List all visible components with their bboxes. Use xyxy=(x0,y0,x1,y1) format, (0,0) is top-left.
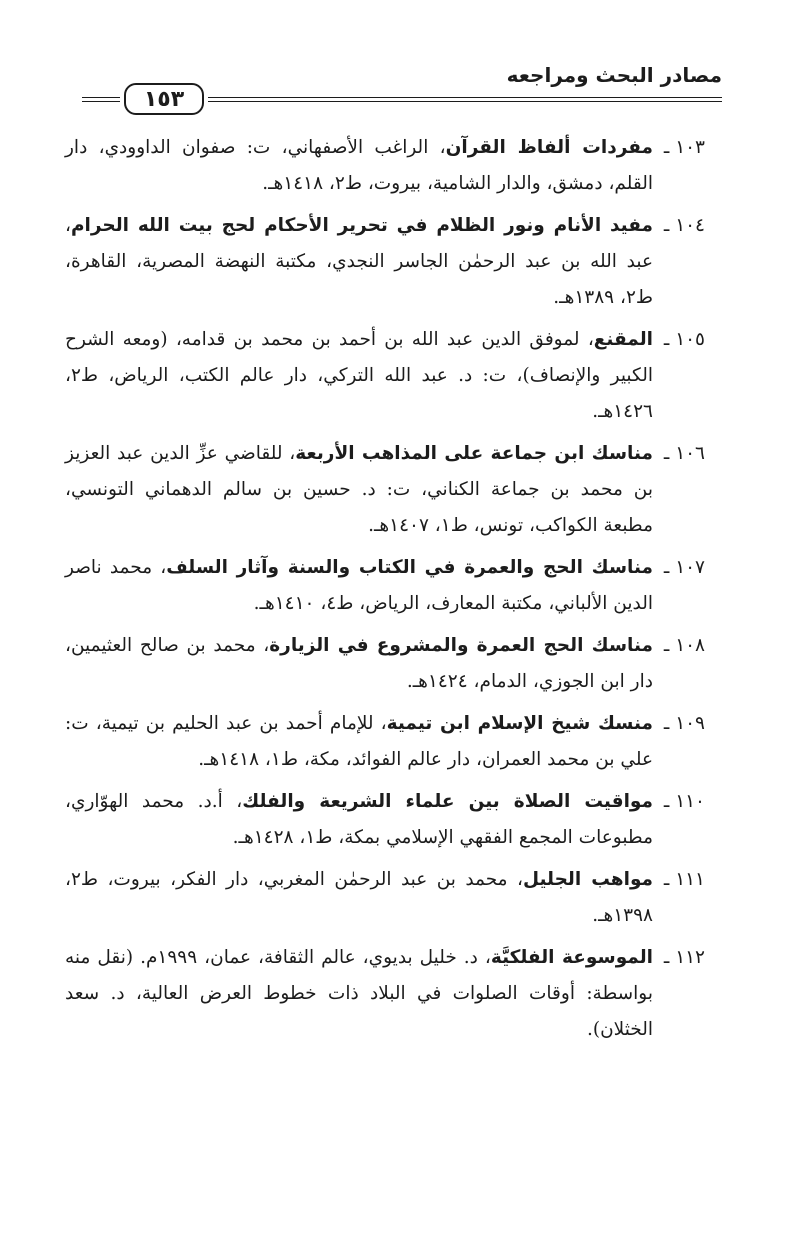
bibliography-entry xyxy=(65,550,705,622)
entry-details: ، محمد بن عبد الرحمٰن المغربي، دار الفكر، بيروت، ط٢، ١٣٩٨هـ. xyxy=(65,869,653,926)
page-number: ١٥٣ xyxy=(124,83,204,115)
bibliography-entry xyxy=(65,784,705,856)
entry-title: مناسك الحج العمرة والمشروع في الزيارة xyxy=(269,635,654,656)
bibliography-entry xyxy=(65,130,705,202)
bibliography-entry xyxy=(65,940,705,1048)
entry-number: ١٠٨ ـ xyxy=(663,635,705,656)
header-rule-right xyxy=(208,97,722,102)
entry-number: ١٠٩ ـ xyxy=(663,713,705,734)
entry-details: ، محمد ناصر الدين الألباني، مكتبة المعارف، الرياض، ط٤، ١٤١٠هـ. xyxy=(65,557,653,614)
bibliography-entry xyxy=(65,628,705,700)
entry-details: ، لموفق الدين عبد الله بن أحمد بن محمد بن قدامه، (ومعه الشرح الكبير والإنصاف)، ت: د. عبد الله التركي، دار عالم الكتب، الرياض، ط٢، ١٤٢٦هـ. xyxy=(65,329,653,422)
bibliography-list xyxy=(65,130,705,1054)
entry-title: مواهب الجليل xyxy=(522,869,653,890)
entry-title: مناسك الحج والعمرة في الكتاب والسنة وآثار السلف xyxy=(166,557,653,578)
header-rule-left xyxy=(82,97,120,102)
entry-number: ١١٢ ـ xyxy=(663,947,705,968)
entry-number: ١٠٥ ـ xyxy=(663,329,705,350)
entry-title: مفيد الأنام ونور الظلام في تحرير الأحكام لحج بيت الله الحرام xyxy=(70,215,653,236)
running-title: مصادر البحث ومراجعه xyxy=(506,63,722,87)
entry-details: ، محمد بن صالح العثيمين، دار ابن الجوزي، الدمام، ١٤٢٤هـ. xyxy=(65,635,653,692)
entry-title: مفردات ألفاظ القرآن xyxy=(445,137,653,158)
entry-number: ١٠٦ ـ xyxy=(663,443,705,464)
entry-details: ، الراغب الأصفهاني، ت: صفوان الداوودي، دار القلم، دمشق، والدار الشامية، بيروت، ط٢، ١٤١٨هـ. xyxy=(65,137,653,194)
bibliography-entry xyxy=(65,208,705,316)
bibliography-entry xyxy=(65,862,705,934)
entry-number: ١١١ ـ xyxy=(663,869,705,890)
page-header xyxy=(82,62,722,118)
entry-title: الموسوعة الفلكيَّة xyxy=(490,947,653,968)
entry-details: ، د. خليل بديوي، عالم الثقافة، عمان، ١٩٩٩م. (نقل منه بواسطة: أوقات الصلوات في البلاد ذات خطوط العرض العالية، د. سعد الخثلان). xyxy=(65,947,653,1040)
bibliography-entry xyxy=(65,706,705,778)
bibliography-entry xyxy=(65,436,705,544)
entry-details: ، للقاضي عزِّ الدين عبد العزيز بن محمد بن جماعة الكناني، ت: د. حسين بن سالم الدهماني التونسي، مطبعة الكواكب، تونس، ط١، ١٤٠٧هـ. xyxy=(65,443,653,536)
entry-number: ١٠٤ ـ xyxy=(663,215,705,236)
entry-number: ١١٠ ـ xyxy=(663,791,705,812)
bibliography-entry xyxy=(65,322,705,430)
entry-number: ١٠٧ ـ xyxy=(663,557,705,578)
entry-title: المقنع xyxy=(593,329,653,350)
entry-title: مناسك ابن جماعة على المذاهب الأربعة xyxy=(295,443,653,464)
entry-details: ، أ.د. محمد الهوّاري، مطبوعات المجمع الفقهي الإسلامي بمكة، ط١، ١٤٢٨هـ. xyxy=(65,791,653,848)
entry-title: منسك شيخ الإسلام ابن تيمية xyxy=(386,713,653,734)
entry-details: ، عبد الله بن عبد الرحمٰن الجاسر النجدي، مكتبة النهضة المصرية، القاهرة، ط٢، ١٣٨٩هـ. xyxy=(65,215,653,308)
entry-details: ، للإمام أحمد بن عبد الحليم بن تيمية، ت: علي بن محمد العمران، دار عالم الفوائد، مكة، ط١، ١٤١٨هـ. xyxy=(65,713,653,770)
entry-title: مواقيت الصلاة بين علماء الشريعة والفلك xyxy=(242,791,653,812)
entry-number: ١٠٣ ـ xyxy=(663,137,705,158)
